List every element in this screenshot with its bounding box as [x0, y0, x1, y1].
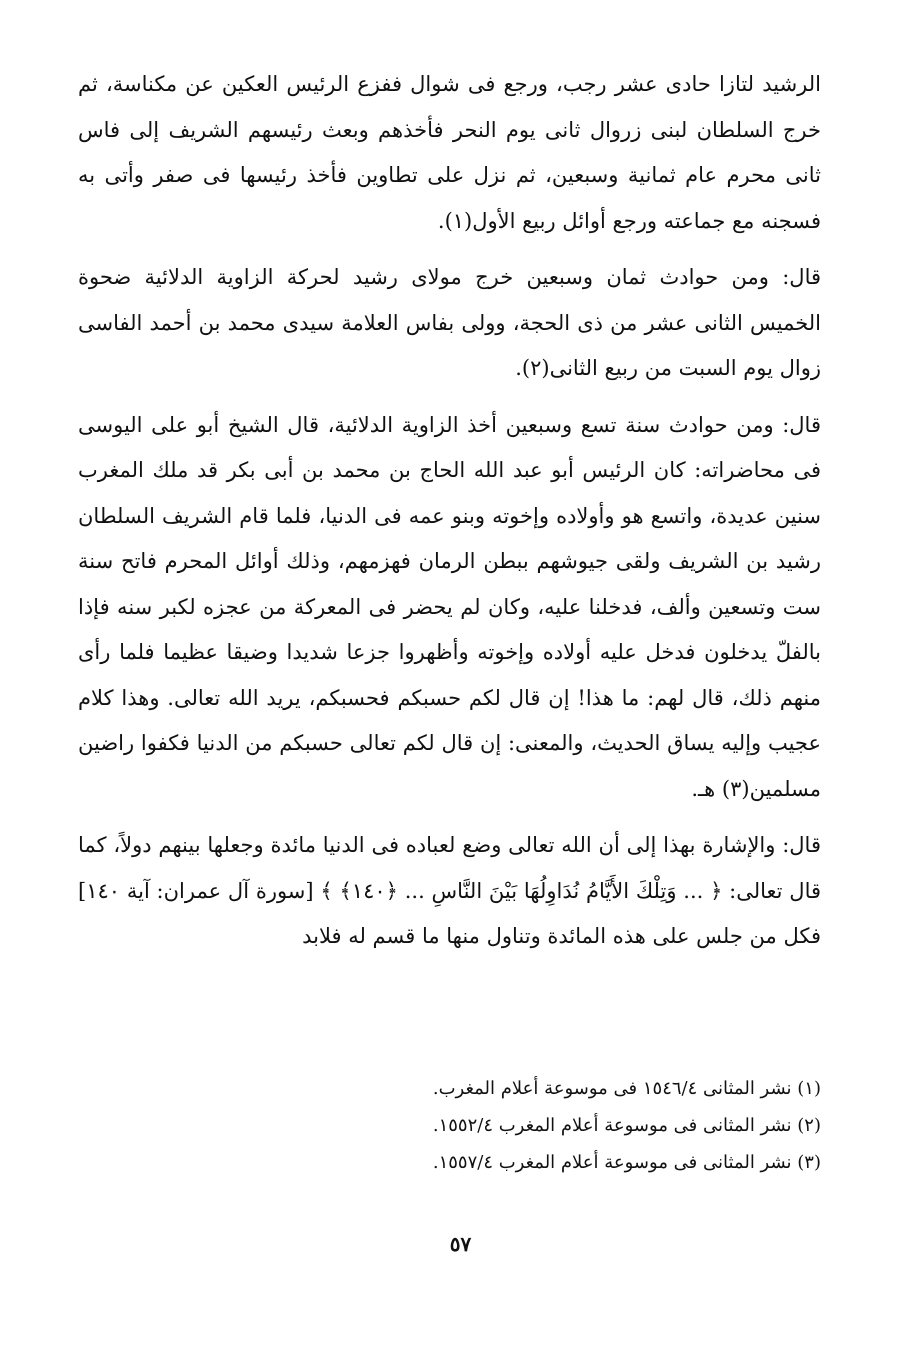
footnote-1: (١) نشر المثانى ١٥٤٦/٤ فى موسوعة أعلام المغرب.	[432, 1078, 821, 1099]
paragraph-1: الرشيد لتازا حادى عشر رجب، ورجع فى شوال ففزع الرئيس العكين عن مكناسة، ثم خرج السلطان لبنى زروال ثانى يوم النحر فأخذهم وبعث رئيسهم الشريف إلى فاس ثانى محرم عام ثمانية وسبعين، ثم نزل على تطاوين فأخذ رئيسها فى صفر وأتى به فسجنه مع جماعته ورجع أوائل ربيع الأول(١).	[78, 72, 821, 233]
paragraph-3: قال: ومن حوادث سنة تسع وسبعين أخذ الزاوية الدلائية، قال الشيخ أبو على اليوسى فى محاضراته: كان الرئيس أبو عبد الله الحاج بن محمد بن أبى بكر قد ملك المغرب سنين عديدة، واتسع هو وأولاده وإخوته وبنو عمه فى الدنيا، فلما قام الشريف السلطان رشيد بن الشريف ولقى جيوشهم ببطن الرمان فهزمهم، وذلك أوائل المحرم فاتح سنة ست وتسعين وألف، فدخلنا عليه، وكان لم يحضر فى المعركة من عجزه لكبر سنه فإذا بالفلّ يدخلون فدخل عليه أولاده وإخوته وأظهروا جزعا شديدا وضيقا عظيما فلما رأى منهم ذلك، قال لهم: ما هذا! إن قال لكم حسبكم فحسبكم، يريد الله تعالى. وهذا كلام عجيب وإليه يساق الحديث، والمعنى: إن قال لكم تعالى حسبكم من الدنيا فكفوا راضين مسلمين(٣) هـ.	[78, 412, 821, 801]
footnote-2: (٢) نشر المثانى فى موسوعة أعلام المغرب ١٥٥٢/٤.	[432, 1115, 821, 1136]
footnotes	[101, 1070, 821, 1181]
paragraph-4: قال: والإشارة بهذا إلى أن الله تعالى وضع لعباده فى الدنيا مائدة وجعلها بينهم دولاً، كما قال تعالى: ﴿ ... وَتِلْكَ الأَيَّامُ نُدَاوِلُهَا بَيْنَ النَّاسِ ... ﴿١٤٠﴾ ﴾ [سورة آل عمران: آية ١٤٠] فكل من جلس على هذه المائدة وتناول منها ما قسم له فلابد	[78, 833, 822, 948]
footnote-3: (٣) نشر المثانى فى موسوعة أعلام المغرب ١٥٥٧/٤.	[432, 1152, 821, 1173]
main-text	[78, 62, 821, 960]
paragraph-2: قال: ومن حوادث ثمان وسبعين خرج مولاى رشيد لحركة الزاوية الدلائية ضحوة الخميس الثانى عشر من ذى الحجة، وولى بفاس العلامة سيدى محمد بن أحمد الفاسى زوال يوم السبت من ربيع الثانى(٢).	[78, 265, 822, 380]
page-number: ٥٧	[449, 1232, 472, 1256]
